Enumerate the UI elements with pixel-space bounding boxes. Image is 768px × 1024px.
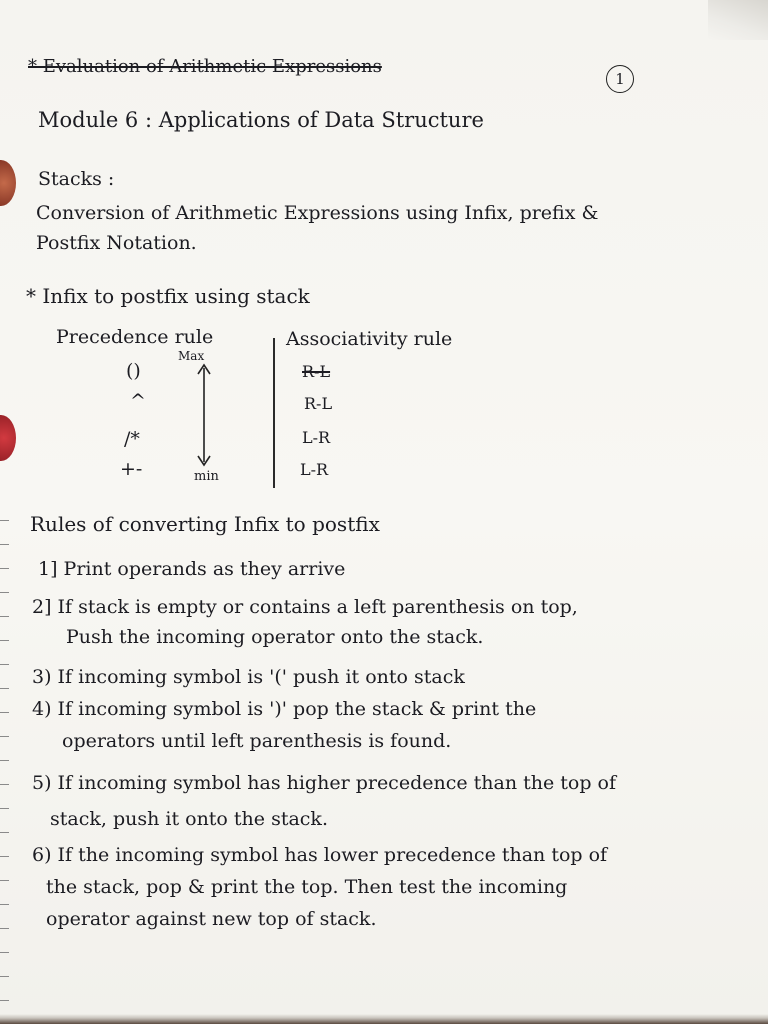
margin-tick — [0, 952, 9, 953]
associativity-value: R-L — [302, 362, 331, 381]
conversion-line-1: Conversion of Arithmetic Expressions using Infix, prefix & — [36, 202, 599, 224]
margin-tick — [0, 616, 9, 617]
margin-tick — [0, 784, 9, 785]
page-corner — [708, 0, 768, 40]
rule-line: 6) If the incoming symbol has lower precedence than top of — [32, 844, 608, 866]
margin-tick — [0, 976, 9, 977]
precedence-operator: +- — [120, 458, 143, 480]
margin-tick — [0, 760, 9, 761]
margin-tick — [0, 568, 9, 569]
precedence-header: Precedence rule — [56, 326, 214, 348]
margin-tick — [0, 904, 9, 905]
precedence-operator: /* — [124, 428, 140, 450]
precedence-operator: () — [126, 360, 141, 382]
margin-tick — [0, 664, 9, 665]
margin-tick — [0, 880, 9, 881]
margin-tick — [0, 544, 9, 545]
thumb-top — [0, 160, 16, 206]
stacks-label: Stacks : — [38, 168, 115, 190]
table-divider — [273, 338, 275, 488]
associativity-value: R-L — [304, 394, 333, 413]
rule-line: 5) If incoming symbol has higher precedence than the top of — [32, 772, 617, 794]
module-heading: Module 6 : Applications of Data Structure — [38, 108, 484, 132]
page-number: 1 — [606, 65, 634, 93]
rule-line: Push the incoming operator onto the stack. — [66, 626, 484, 648]
precedence-arrow-icon — [190, 362, 220, 470]
margin-tick — [0, 712, 9, 713]
margin-tick — [0, 832, 9, 833]
margin-tick — [0, 592, 9, 593]
rule-line: 4) If incoming symbol is ')' pop the stack & print the — [32, 698, 537, 720]
margin-tick — [0, 688, 9, 689]
rule-line: 2] If stack is empty or contains a left parenthesis on top, — [32, 596, 578, 618]
rule-line: operator against new top of stack. — [46, 908, 377, 930]
precedence-max-label: Max — [178, 349, 205, 363]
rule-line: the stack, pop & print the top. Then test the incoming — [46, 876, 568, 898]
conversion-line-2: Postfix Notation. — [36, 232, 197, 254]
thumb-bottom — [0, 415, 16, 461]
associativity-header: Associativity rule — [286, 328, 453, 350]
rules-heading: Rules of converting Infix to postfix — [30, 512, 380, 536]
margin-tick — [0, 856, 9, 857]
precedence-min-label: min — [194, 469, 219, 484]
precedence-operator: ^ — [130, 390, 146, 412]
margin-tick — [0, 1000, 9, 1001]
rule-line: stack, push it onto the stack. — [50, 808, 328, 830]
rule-line: 3) If incoming symbol is '(' push it onto stack — [32, 666, 465, 688]
margin-tick — [0, 640, 9, 641]
margin-tick — [0, 808, 9, 809]
page-bottom-edge — [0, 1014, 768, 1024]
section-heading: * Infix to postfix using stack — [26, 284, 310, 308]
margin-tick — [0, 928, 9, 929]
top-title: * Evaluation of Arithmetic Expressions — [28, 56, 382, 77]
rule-line: 1] Print operands as they arrive — [38, 558, 346, 580]
margin-ticks — [0, 0, 10, 1024]
margin-tick — [0, 736, 9, 737]
associativity-value: L-R — [302, 428, 331, 447]
rule-line: operators until left parenthesis is found. — [62, 730, 452, 752]
associativity-value: L-R — [300, 460, 329, 479]
margin-tick — [0, 520, 9, 521]
